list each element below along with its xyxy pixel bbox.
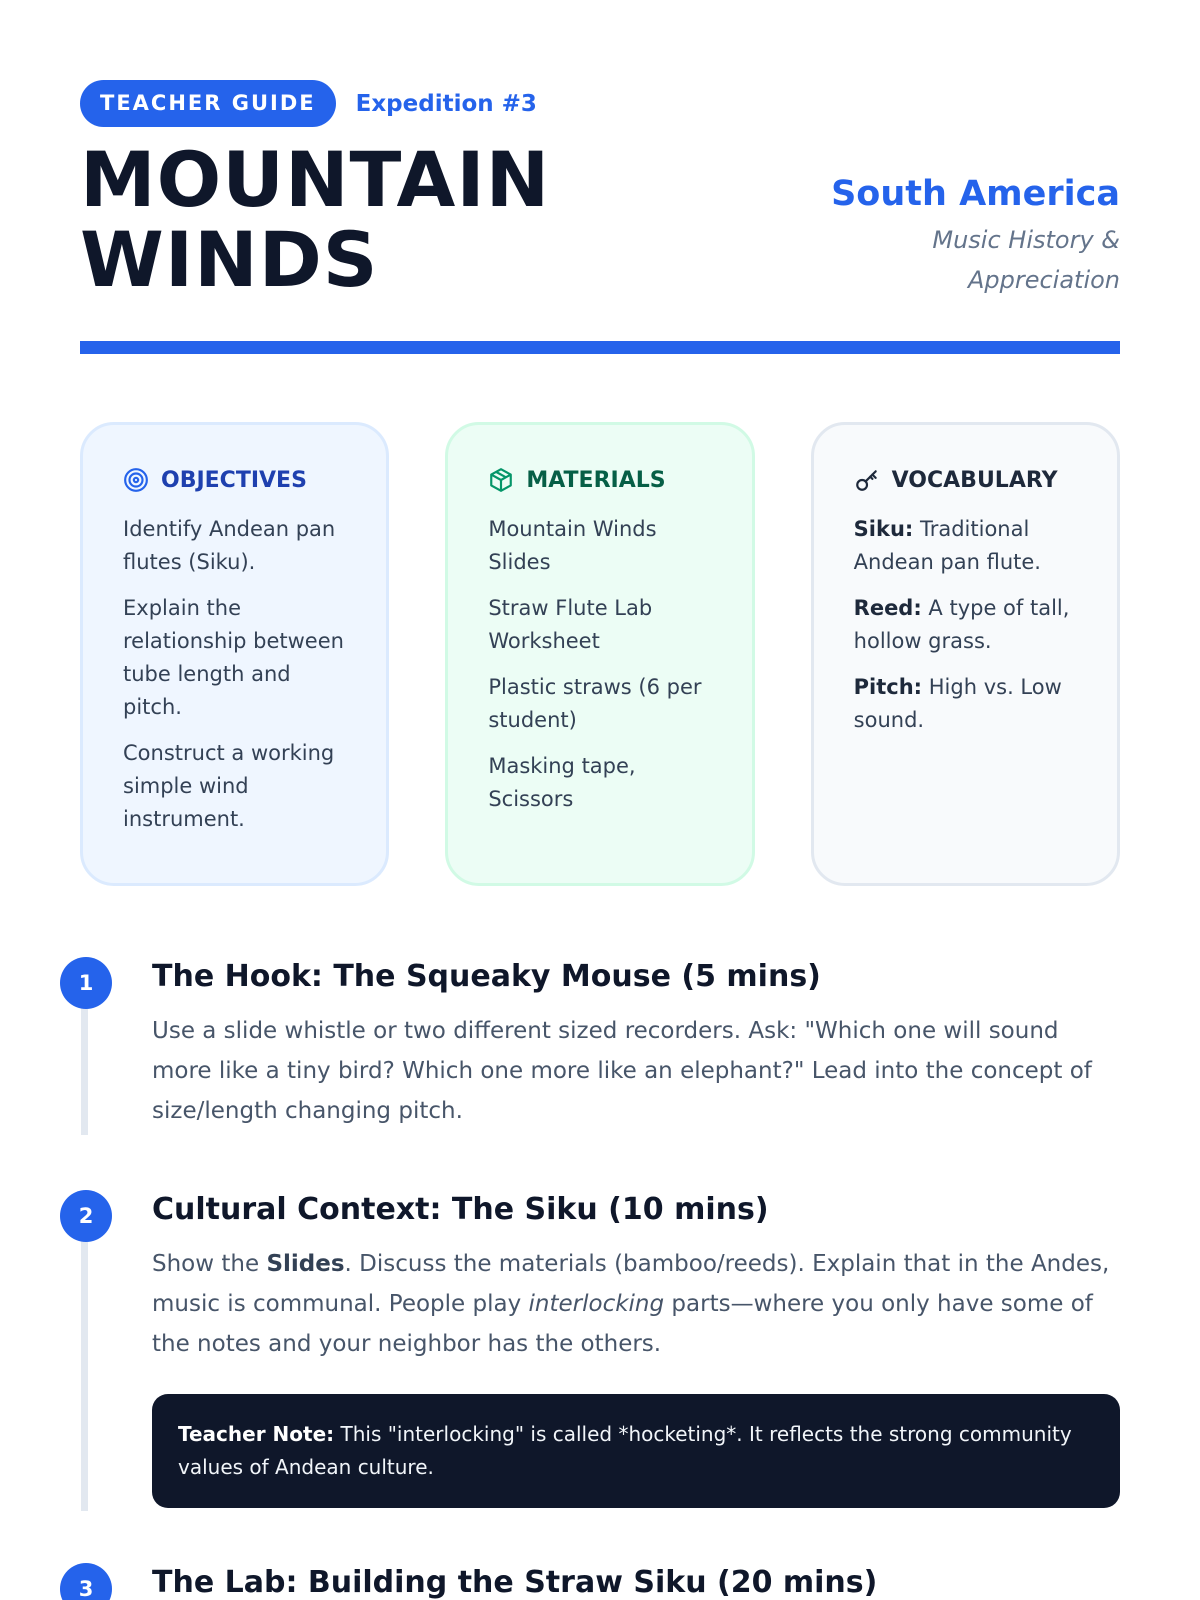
teacher-note-label: Teacher Note:: [178, 1422, 335, 1446]
objectives-card: [80, 422, 389, 886]
region-name: South America: [831, 174, 1120, 214]
vocab-definition: High vs. Low sound.: [853, 675, 1062, 732]
info-cards: [80, 422, 1120, 886]
vocab-definition: Traditional Andean pan flute.: [853, 517, 1041, 574]
lesson-steps: [60, 955, 1120, 1600]
target-icon: [123, 467, 149, 493]
list-item: Explain the relationship between tube length and pitch.: [123, 596, 344, 719]
materials-list: [488, 513, 711, 816]
teacher-note: [152, 1394, 1120, 1508]
vocab-term: Reed:: [853, 596, 922, 620]
title-line-2: WINDS: [80, 215, 379, 304]
vocabulary-title: VOCABULARY: [891, 467, 1058, 493]
objectives-header: [123, 465, 346, 495]
step-number-badge: 1: [60, 957, 112, 1009]
key-icon: [854, 467, 880, 493]
teacher-guide-badge: TEACHER GUIDE: [80, 80, 336, 127]
list-item: Masking tape, Scissors: [488, 754, 636, 811]
step-text: . Discuss the materials (bamboo/reeds). Explain that in the Andes, music is communal. People play: [152, 1251, 1110, 1317]
vocab-definition: A type of tall, hollow grass.: [853, 596, 1070, 653]
expedition-label: Expedition #3: [355, 90, 537, 117]
step-text-italic: interlocking: [528, 1291, 665, 1317]
vocabulary-list: [854, 513, 1077, 737]
package-icon: [488, 467, 514, 493]
vocab-term: Pitch:: [853, 675, 923, 699]
title-line-1: MOUNTAIN: [80, 135, 551, 224]
step-title: The Lab: Building the Straw Siku (20 mins): [152, 1565, 878, 1600]
step-text: parts—where you only have some of the notes and your neighbor has the others.: [152, 1291, 1093, 1357]
materials-title: MATERIALS: [526, 467, 666, 493]
step-2: [60, 1188, 1120, 1561]
step-description: Use a slide whistle or two different sized recorders. Ask: "Which one will sound more like a tiny bird? Which one more like an elephant?" Lead into the concept of size/length changing pitch.: [152, 1018, 1092, 1124]
objectives-list: [123, 513, 346, 836]
vocabulary-card: [811, 422, 1120, 886]
vocab-term: Siku:: [853, 517, 914, 541]
step-connector: [81, 1228, 88, 1511]
step-number-badge: 2: [60, 1190, 112, 1242]
list-item: Straw Flute Lab Worksheet: [488, 596, 653, 653]
step-3: [60, 1561, 1120, 1600]
subject-label: Music History & Appreciation: [932, 226, 1120, 294]
teacher-guide-page: [80, 0, 1120, 1600]
page-title: [80, 135, 551, 304]
step-text-bold: Slides: [266, 1251, 345, 1277]
step-title: The Hook: The Squeaky Mouse (5 mins): [152, 959, 821, 994]
materials-card: [445, 422, 754, 886]
materials-header: [488, 465, 711, 495]
header-top: [80, 80, 537, 127]
list-item: [854, 592, 1077, 658]
region-block: [831, 168, 1120, 300]
vocabulary-header: [854, 465, 1077, 495]
list-item: Mountain Winds Slides: [488, 517, 657, 574]
header-divider: [80, 341, 1120, 354]
list-item: [854, 671, 1077, 737]
list-item: Plastic straws (6 per student): [488, 675, 702, 732]
step-number-badge: 3: [60, 1563, 112, 1600]
list-item: Identify Andean pan flutes (Siku).: [123, 517, 336, 574]
step-title: Cultural Context: The Siku (10 mins): [152, 1192, 769, 1227]
step-connector: [81, 995, 88, 1135]
step-text: Show the: [152, 1251, 267, 1277]
objectives-title: OBJECTIVES: [161, 467, 307, 493]
step-1: [60, 955, 1120, 1188]
list-item: [854, 513, 1077, 579]
teacher-note-text: This "interlocking" is called *hocketing*. It reflects the strong community values of Andean culture.: [178, 1422, 1072, 1479]
step-description: [152, 1244, 1120, 1364]
list-item: Construct a working simple wind instrument.: [123, 741, 335, 831]
